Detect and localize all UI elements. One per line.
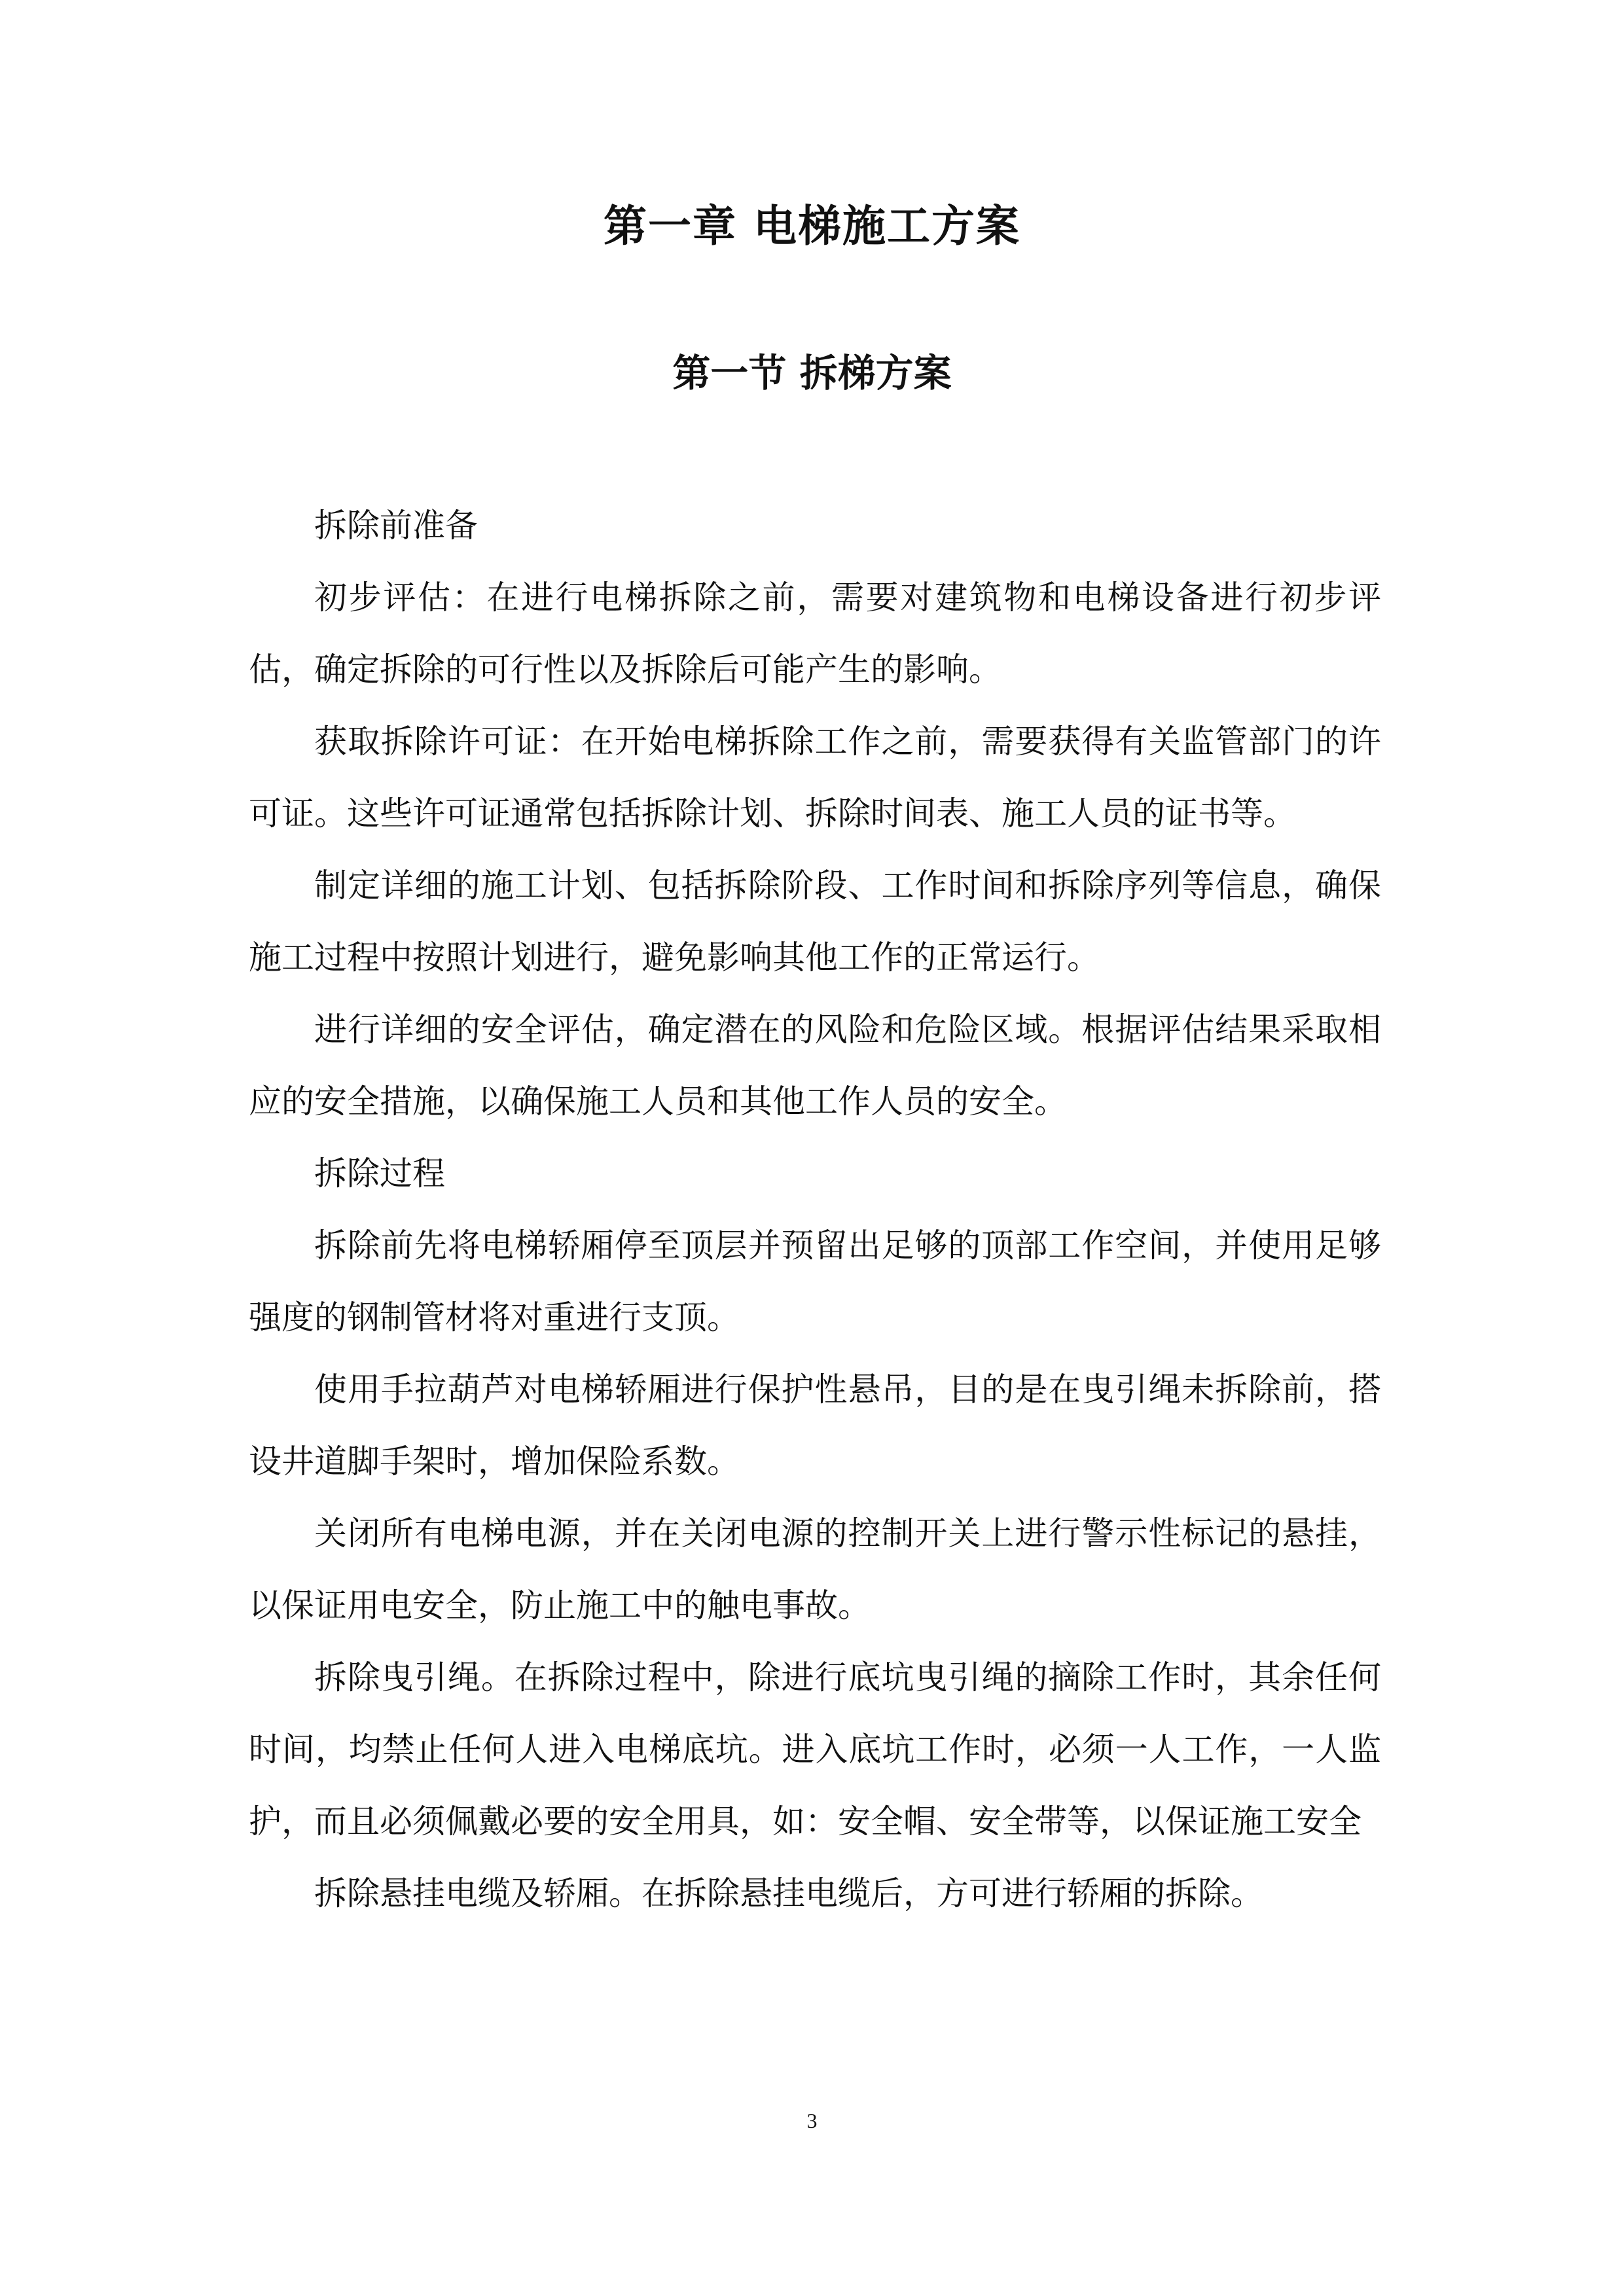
paragraph: 关闭所有电梯电源，并在关闭电源的控制开关上进行警示性标记的悬挂，以保证用电安全，防止施工中的触电事故。: [249, 1515, 1381, 1624]
paragraph: 初步评估：在进行电梯拆除之前，需要对建筑物和电梯设备进行初步评估，确定拆除的可行性以及拆除后可能产生的影响。: [249, 579, 1381, 689]
paragraph: 拆除前先将电梯轿厢停至顶层并预留出足够的顶部工作空间，并使用足够强度的钢制管材将对重进行支顶。: [249, 1227, 1381, 1336]
paragraph: 进行详细的安全评估，确定潜在的风险和危险区域。根据评估结果采取相应的安全措施，以确保施工人员和其他工作人员的安全。: [249, 1011, 1381, 1121]
paragraph: 使用手拉葫芦对电梯轿厢进行保护性悬吊，目的是在曳引绳未拆除前，搭设井道脚手架时，增加保险系数。: [249, 1371, 1381, 1480]
paragraph-heading-preparation: 拆除前准备: [314, 507, 478, 545]
paragraph: 制定详细的施工计划、包括拆除阶段、工作时间和拆除序列等信息，确保施工过程中按照计划进行，避免影响其他工作的正常运行。: [249, 867, 1381, 977]
paragraph: 拆除曳引绳。在拆除过程中，除进行底坑曳引绳的摘除工作时，其余任何时间，均禁止任何人进入电梯底坑。进入底坑工作时，必须一人工作，一人监护，而且必须佩戴必要的安全用具，如：安全帽、安全带等，以保证施工安全: [249, 1659, 1381, 1840]
body-text: [249, 490, 1381, 1929]
page-number: 3: [806, 2109, 818, 2132]
chapter-title: 第一章 电梯施工方案: [604, 200, 1020, 251]
paragraph: 拆除悬挂电缆及轿厢。在拆除悬挂电缆后，方可进行轿厢的拆除。: [314, 1874, 1263, 1912]
paragraph-heading-process: 拆除过程: [314, 1155, 445, 1193]
section-title: 第一节 拆梯方案: [672, 351, 952, 395]
paragraph: 获取拆除许可证：在开始电梯拆除工作之前，需要获得有关监管部门的许可证。这些许可证通常包括拆除计划、拆除时间表、施工人员的证书等。: [249, 723, 1381, 833]
